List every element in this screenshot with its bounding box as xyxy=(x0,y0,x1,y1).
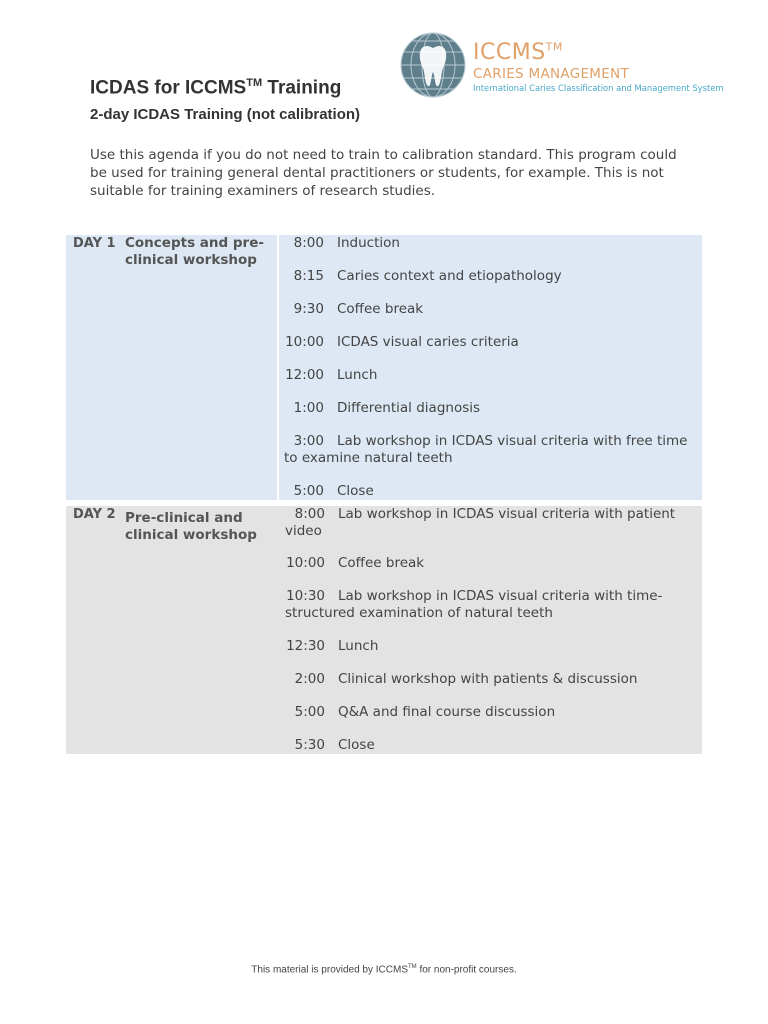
session-text: Lab workshop in ICDAS visual criteria with free time to examine natural teeth xyxy=(284,433,688,466)
session-item xyxy=(284,367,694,384)
column-divider xyxy=(277,235,279,500)
day-1-block xyxy=(66,235,702,500)
session-text: Clinical workshop with patients & discussion xyxy=(338,671,638,687)
session-item xyxy=(284,235,694,252)
session-item xyxy=(284,334,694,351)
session-text: Induction xyxy=(337,235,400,251)
session-text: Lab workshop in ICDAS visual criteria with time-structured examination of natural teeth xyxy=(285,588,663,621)
session-item xyxy=(285,671,695,688)
logo-subtitle: CARIES MANAGEMENT xyxy=(473,66,630,82)
day-label: DAY 1 xyxy=(73,236,116,251)
session-text: Coffee break xyxy=(337,301,424,317)
session-item xyxy=(285,638,695,655)
day-topic: Pre-clinical and clinical workshop xyxy=(125,510,257,543)
page-subtitle: 2-day ICDAS Training (not calibration) xyxy=(90,106,361,123)
session-time: 10:30 xyxy=(286,588,325,604)
session-time: 2:00 xyxy=(294,671,325,687)
session-text: Coffee break xyxy=(338,555,425,571)
session-text: Lab workshop in ICDAS visual criteria with patient video xyxy=(285,506,676,539)
page-title: ICDAS for ICCMS™ Training xyxy=(90,77,342,99)
session-text: Lunch xyxy=(337,367,378,383)
session-item xyxy=(285,737,695,754)
day-topic: Concepts and pre-clinical workshop xyxy=(125,235,264,268)
session-text: Differential diagnosis xyxy=(337,400,481,416)
session-text: Close xyxy=(337,483,374,499)
session-text: ICDAS visual caries criteria xyxy=(337,334,519,350)
session-item xyxy=(285,588,695,622)
session-text: Lunch xyxy=(338,638,379,654)
session-item xyxy=(285,704,695,721)
session-time: 8:00 xyxy=(293,235,324,251)
day-label: DAY 2 xyxy=(73,507,116,522)
logo-name: ICCMS™ xyxy=(473,40,563,65)
session-time: 8:15 xyxy=(293,268,324,284)
session-time: 3:00 xyxy=(293,433,324,449)
session-time: 5:00 xyxy=(293,483,324,499)
session-item xyxy=(284,433,694,467)
intro-paragraph: Use this agenda if you do not need to train to calibration standard. This program could be used for training general dental practitioners or students, for example. This is not suitable for training examiners of research studies. xyxy=(90,147,677,199)
session-text: Caries context and etiopathology xyxy=(337,268,562,284)
iccms-logo xyxy=(400,32,740,102)
session-item xyxy=(284,400,694,417)
session-time: 9:30 xyxy=(293,301,324,317)
session-time: 12:00 xyxy=(285,367,324,383)
session-item xyxy=(285,506,695,540)
page-footer: This material is provided by ICCMS™ for non-profit courses. xyxy=(251,964,517,976)
session-time: 8:00 xyxy=(294,506,325,522)
session-time: 10:00 xyxy=(286,555,325,571)
day-2-block xyxy=(66,506,702,754)
session-time: 12:30 xyxy=(286,638,325,654)
session-time: 1:00 xyxy=(293,400,324,416)
session-item xyxy=(284,268,694,285)
session-time: 5:00 xyxy=(294,704,325,720)
session-item xyxy=(285,555,695,572)
session-text: Close xyxy=(338,737,375,753)
session-time: 10:00 xyxy=(285,334,324,350)
session-item xyxy=(284,301,694,318)
session-item xyxy=(284,483,694,500)
session-text: Q&A and final course discussion xyxy=(338,704,556,720)
globe-tooth-icon xyxy=(400,32,466,98)
session-time: 5:30 xyxy=(294,737,325,753)
logo-tagline: International Caries Classification and Management System xyxy=(473,83,724,93)
